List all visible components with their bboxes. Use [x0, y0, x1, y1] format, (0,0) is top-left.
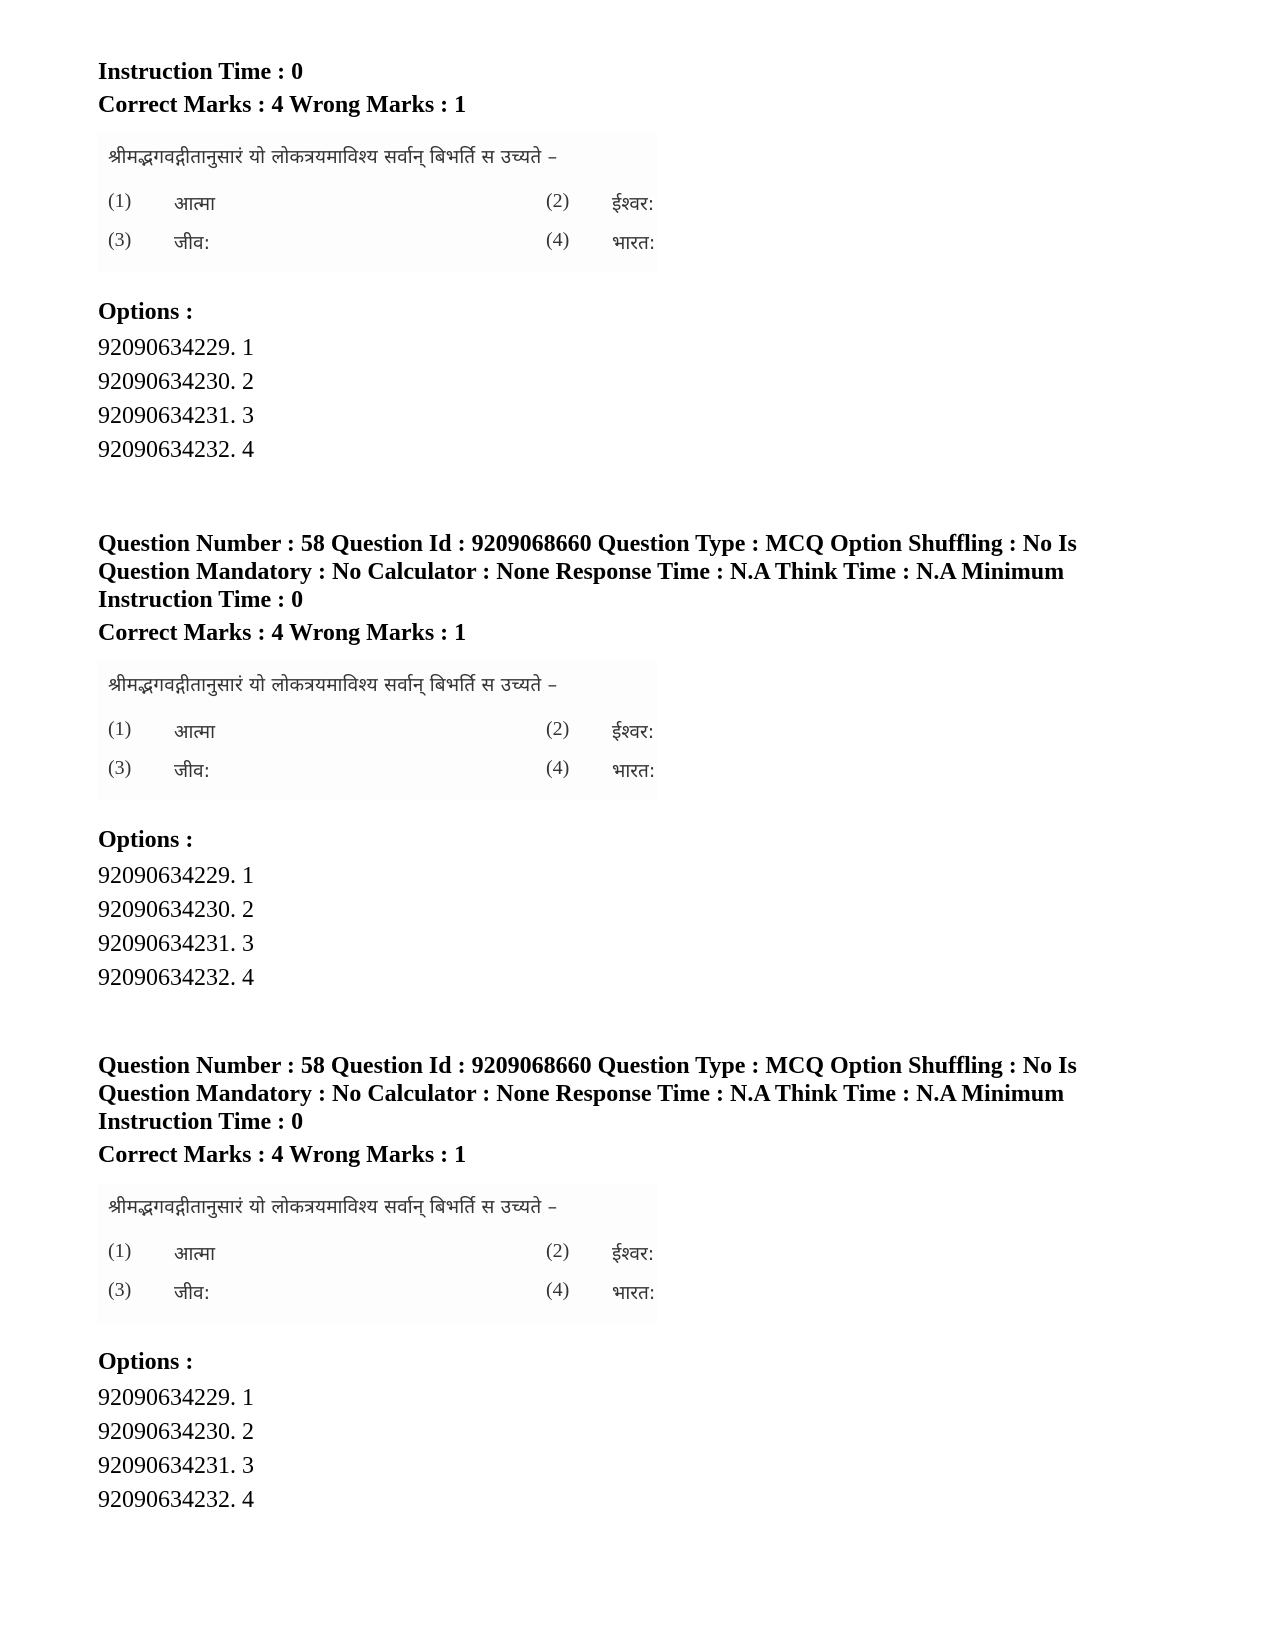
options-label: Options : [98, 299, 194, 325]
meta-line: Instruction Time : 0 [98, 1109, 304, 1135]
choice-number: (2) [546, 1240, 570, 1262]
option-row: 92090634230. 2 [98, 1419, 254, 1445]
choice-number: (4) [546, 1279, 570, 1301]
choice-number: (4) [546, 229, 570, 251]
choice-text: आत्मा [174, 721, 216, 743]
choice-4 [546, 1279, 656, 1304]
option-row: 92090634229. 1 [98, 335, 254, 361]
marks-line: Correct Marks : 4 Wrong Marks : 1 [98, 620, 467, 646]
choice-text: ईश्वर: [612, 721, 655, 743]
choice-4 [546, 757, 656, 782]
meta-line: Question Number : 58 Question Id : 9209068660 Question Type : MCQ Option Shuffling : No Is [98, 531, 1077, 557]
choice-1 [108, 190, 216, 215]
choice-3 [108, 229, 210, 254]
question-block-2 [98, 530, 1188, 995]
question-text: श्रीमद्भगवद्गीतानुसारं यो लोकत्रयमाविश्य सर्वान् बिभर्ति स उच्यते – [108, 146, 558, 168]
choice-text: भारत: [612, 1282, 656, 1304]
question-block-1 [98, 58, 1188, 467]
option-row: 92090634231. 3 [98, 1453, 254, 1479]
question-image [98, 133, 658, 273]
option-row: 92090634231. 3 [98, 403, 254, 429]
choice-number: (1) [108, 190, 132, 212]
option-row: 92090634229. 1 [98, 863, 254, 889]
choice-3 [108, 757, 210, 782]
choice-1 [108, 1240, 216, 1265]
choice-number: (1) [108, 1240, 132, 1262]
question-block-3 [98, 1052, 1188, 1517]
choice-text: ईश्वर: [612, 193, 655, 215]
meta-line: Question Mandatory : No Calculator : None Response Time : N.A Think Time : N.A Minimum [98, 1081, 1065, 1107]
choice-text: जीव: [174, 232, 210, 254]
choice-text: ईश्वर: [612, 1243, 655, 1265]
meta-line: Instruction Time : 0 [98, 587, 304, 613]
marks-line: Correct Marks : 4 Wrong Marks : 1 [98, 1142, 467, 1168]
choice-number: (2) [546, 718, 570, 740]
meta-line: Question Mandatory : No Calculator : None Response Time : N.A Think Time : N.A Minimum [98, 559, 1065, 585]
choice-text: भारत: [612, 760, 656, 782]
choice-number: (3) [108, 1279, 132, 1301]
question-image [98, 661, 658, 801]
choice-text: आत्मा [174, 1243, 216, 1265]
choice-text: भारत: [612, 232, 656, 254]
marks-line: Correct Marks : 4 Wrong Marks : 1 [98, 92, 467, 118]
options-label: Options : [98, 1349, 194, 1375]
option-row: 92090634232. 4 [98, 437, 254, 463]
option-row: 92090634231. 3 [98, 931, 254, 957]
choice-number: (3) [108, 229, 132, 251]
choice-3 [108, 1279, 210, 1304]
question-text: श्रीमद्भगवद्गीतानुसारं यो लोकत्रयमाविश्य सर्वान् बिभर्ति स उच्यते – [108, 1196, 558, 1218]
choice-text: आत्मा [174, 193, 216, 215]
choice-2 [546, 190, 655, 215]
meta-line: Question Number : 58 Question Id : 9209068660 Question Type : MCQ Option Shuffling : No Is [98, 1053, 1077, 1079]
option-row: 92090634230. 2 [98, 897, 254, 923]
choice-number: (2) [546, 190, 570, 212]
option-row: 92090634232. 4 [98, 1487, 254, 1513]
choice-text: जीव: [174, 760, 210, 782]
choice-number: (1) [108, 718, 132, 740]
choice-text: जीव: [174, 1282, 210, 1304]
choice-number: (4) [546, 757, 570, 779]
choice-number: (3) [108, 757, 132, 779]
option-row: 92090634230. 2 [98, 369, 254, 395]
option-row: 92090634229. 1 [98, 1385, 254, 1411]
question-image [98, 1183, 658, 1323]
choice-2 [546, 1240, 655, 1265]
question-text: श्रीमद्भगवद्गीतानुसारं यो लोकत्रयमाविश्य सर्वान् बिभर्ति स उच्यते – [108, 674, 558, 696]
choice-4 [546, 229, 656, 254]
meta-line: Instruction Time : 0 [98, 59, 304, 85]
choice-2 [546, 718, 655, 743]
options-label: Options : [98, 827, 194, 853]
choice-1 [108, 718, 216, 743]
option-row: 92090634232. 4 [98, 965, 254, 991]
